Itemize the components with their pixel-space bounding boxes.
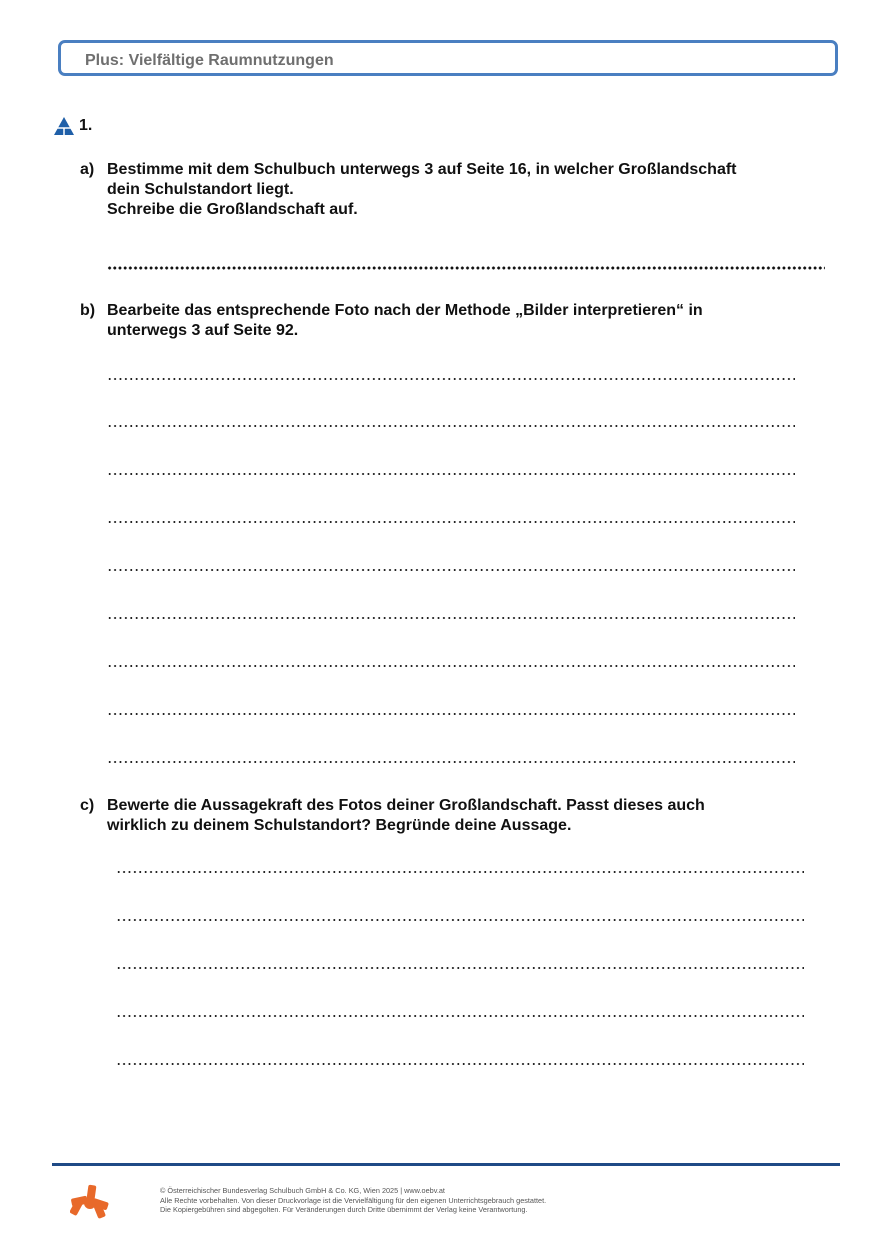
answer-line[interactable] <box>107 616 795 620</box>
part-line: dein Schulstandort liegt. <box>107 181 294 198</box>
answer-line[interactable] <box>116 966 804 970</box>
part-line: wirklich zu deinem Schulstandort? Begründe deine Aussage. <box>107 817 572 834</box>
part-line: unterwegs 3 auf Seite 92. <box>107 322 299 339</box>
part-text <box>107 160 847 220</box>
answer-line[interactable] <box>107 424 795 428</box>
answer-line[interactable] <box>107 664 795 668</box>
part-line: Bearbeite das entsprechende Foto nach der Methode „Bilder interpretieren“ in <box>107 302 703 319</box>
page-title: Plus: Vielfältige Raumnutzungen <box>85 52 334 69</box>
part-line: Bestimme mit dem Schulbuch unterwegs 3 auf Seite 16, in welcher Großlandschaft <box>107 161 737 178</box>
answer-line[interactable] <box>116 1014 804 1018</box>
footer-rule <box>52 1163 840 1166</box>
answer-line[interactable] <box>107 520 795 524</box>
footer-line: Die Kopiergebühren sind abgegolten. Für Veränderungen durch Dritte übernimmt der Verlag keine Verantwortung. <box>160 1205 528 1214</box>
answer-line[interactable] <box>107 760 795 764</box>
part-line: Bewerte die Aussagekraft des Fotos deiner Großlandschaft. Passt dieses auch <box>107 797 705 814</box>
answer-line[interactable] <box>116 918 804 922</box>
answer-line[interactable] <box>107 712 795 716</box>
header-box <box>58 40 838 76</box>
answer-line[interactable] <box>116 870 804 874</box>
part-text <box>107 301 847 341</box>
footer-line: Alle Rechte vorbehalten. Von dieser Druckvorlage ist die Vervielfältigung für den eigenen Unterrichtsgebrauch gestattet. <box>160 1195 547 1205</box>
part-letter: a) <box>80 161 95 178</box>
footer-line: © Österreichischer Bundesverlag Schulbuch GmbH & Co. KG, Wien 2025 | www.oebv.at <box>160 1186 445 1195</box>
answer-line[interactable] <box>107 266 825 270</box>
triangle-level-icon <box>53 116 75 136</box>
part-letter: b) <box>80 302 96 319</box>
answer-line[interactable] <box>107 568 795 572</box>
task-heading <box>53 116 92 136</box>
answer-line[interactable] <box>116 1062 804 1066</box>
oebv-logo-icon <box>70 1183 110 1223</box>
part-line: Schreibe die Großlandschaft auf. <box>107 201 358 218</box>
part-text <box>107 796 847 836</box>
task-number: 1. <box>79 117 93 134</box>
footer-copyright <box>160 1186 546 1215</box>
part-letter: c) <box>80 797 95 814</box>
answer-line[interactable] <box>107 472 795 476</box>
answer-line[interactable] <box>107 377 795 381</box>
